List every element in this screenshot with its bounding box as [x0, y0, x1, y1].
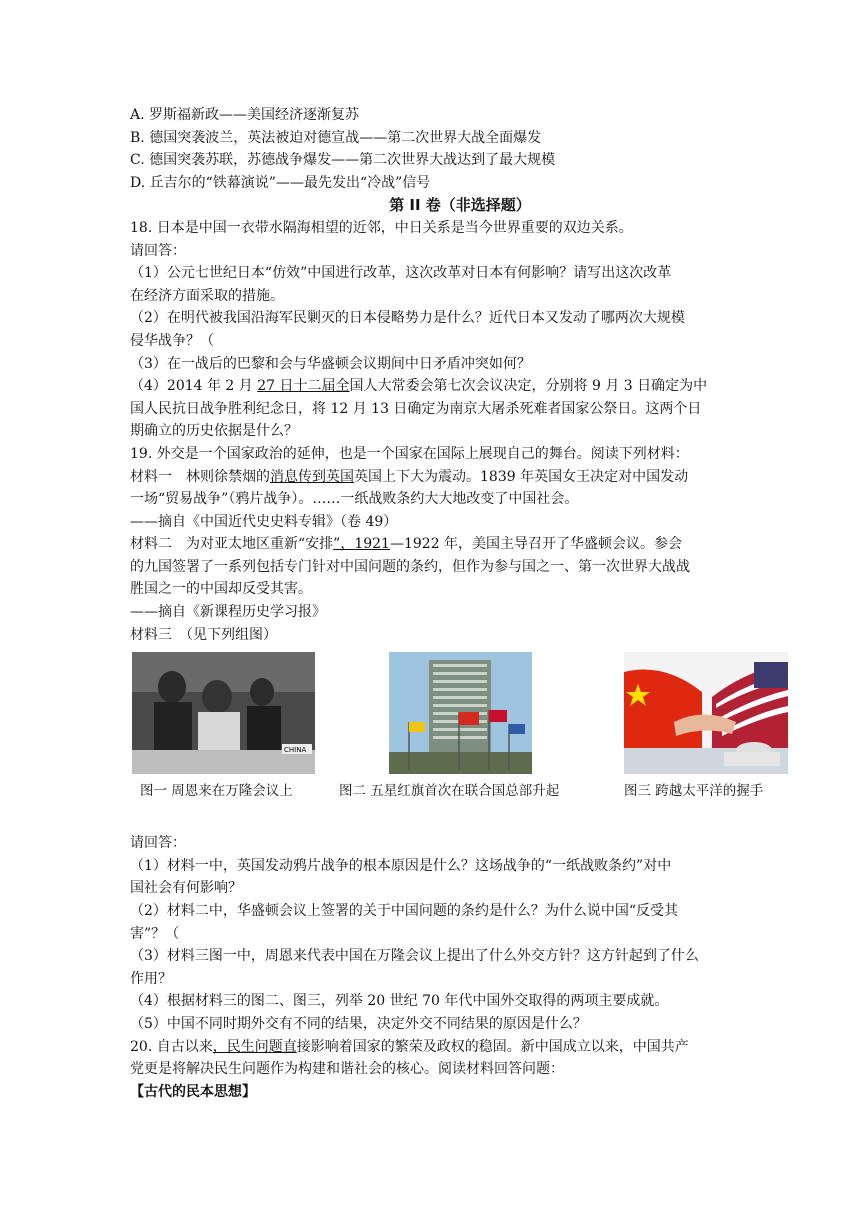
- text-span: 接影响着国家的繁荣及政权的稳固。新中国成立以来，中国共产: [296, 1038, 689, 1055]
- underlined-text: ”，1921: [333, 536, 390, 553]
- q18-prompt: 请回答：: [130, 242, 186, 259]
- q18-part2-a: （2）在明代被我国沿海军民剿灭的日本侵略势力是什么？近代日本又发动了哪两次大规模: [130, 310, 685, 327]
- q20-stem-b: 党更是将解决民生问题作为构建和谐社会的核心。阅读材料回答问题：: [130, 1061, 564, 1078]
- text-span: —1922 年，美国主导召开了华盛顿会议。参会: [389, 536, 683, 553]
- text-span: 材料一 林则徐禁烟的: [130, 468, 270, 485]
- figure2-caption: 图二 五星红旗首次在联合国总部升起: [339, 783, 560, 800]
- china-sign-text: CHINA: [284, 746, 307, 755]
- q19-material2-b: 的九国签署了一系列包括专门针对中国问题的条约，但作为参与国之一、第一次世界大战战: [130, 558, 690, 575]
- text-span: 材料二 为对亚太地区重新“安排: [130, 536, 334, 553]
- q18-part2-b: 侵华战争？（: [130, 332, 214, 349]
- q19-material1-a: [130, 466, 790, 489]
- q19-part3-b: 作用？: [130, 970, 172, 987]
- q19-prompt: 请回答：: [130, 835, 186, 852]
- q19-material1-b: 一场“贸易战争”（鸦片战争）。……一纸战败条约大大地改变了中国社会。: [130, 491, 579, 508]
- option-c: C. 德国突袭苏联，苏德战争爆发——第二次世界大战达到了最大规模: [130, 152, 556, 169]
- underlined-text: 消息传到英国: [270, 468, 354, 485]
- text-span: 国人大常委会第七次会议决定，分别将 9 月 3 日确定为中: [349, 378, 708, 395]
- q18-stem: 18. 日本是中国一衣带水隔海相望的近邻，中日关系是当今世界重要的双边关系。: [130, 219, 633, 236]
- q19-part1-a: （1）材料一中，英国发动鸦片战争的根本原因是什么？这场战争的“一纸战败条约”对中: [130, 857, 672, 874]
- q19-part1-b: 国社会有何影响？: [130, 880, 242, 897]
- conference-photo-image: [132, 652, 315, 774]
- section-title: 第 II 卷（非选择题）: [389, 196, 531, 215]
- q19-material2-a: [130, 533, 790, 556]
- q19-material2-c: 胜国之一的中国却反受其害。: [130, 581, 312, 598]
- option-b: B. 德国突袭波兰，英法被迫对德宣战——第二次世界大战全面爆发: [130, 129, 542, 146]
- material3-figures: [130, 652, 790, 810]
- q20-stem-a: [130, 1036, 790, 1059]
- q19-part5: （5）中国不同时期外交有不同的结果，决定外交不同结果的原因是什么？: [130, 1016, 587, 1032]
- un-headquarters-image: [389, 652, 532, 774]
- q18-part1-a: （1）公元七世纪日本“仿效”中国进行改革，这次改革对日本有何影响？请写出这次改革: [130, 265, 672, 282]
- option-a: A. 罗斯福新政——美国经济逐渐复苏: [130, 107, 360, 123]
- option-d: D. 丘吉尔的“铁幕演说”——最先发出“冷战”信号: [130, 174, 431, 191]
- q20-heading: 【古代的民本思想】: [130, 1083, 256, 1100]
- q18-part3: （3）在一战后的巴黎和会与华盛顿会议期间中日矛盾冲突如何？: [130, 355, 531, 372]
- underlined-text: 27 日十二届全: [257, 378, 350, 395]
- text-span: 英国上下大为震动。1839 年英国女王决定对中国发动: [354, 468, 689, 485]
- text-span: 20. 自古以来: [130, 1038, 213, 1055]
- text-span: （4）2014 年 2 月: [130, 378, 258, 395]
- figure2-photo: [389, 652, 532, 774]
- q18-part4-c: 期确立的历史依据是什么？: [130, 423, 298, 440]
- q18-part4-a: [130, 375, 790, 398]
- underlined-text: ，民生问题直: [212, 1038, 297, 1055]
- q19-stem: 19. 外交是一个国家政治的延伸，也是一个国家在国际上展现自己的舞台。阅读下列材料：: [130, 445, 689, 462]
- exam-page: [130, 104, 790, 1103]
- q19-part3-a: （3）材料三图一中，周恩来代表中国在万隆会议上提出了什么外交方针？这方针起到了什么: [130, 948, 699, 965]
- figure3-photo: [624, 652, 788, 774]
- q19-material1-source: ——摘自《中国近代史史料专辑》（卷 49）: [130, 513, 398, 530]
- figure1-caption: 图一 周恩来在万隆会议上: [140, 783, 293, 800]
- figure1-photo: [132, 652, 315, 774]
- q19-material3: 材料三 （见下列组图）: [130, 626, 277, 643]
- handshake-image: [624, 652, 788, 774]
- q19-part4: （4）根据材料三的图二、图三，列举 20 世纪 70 年代中国外交取得的两项主要成就。: [130, 993, 669, 1010]
- q18-part4-b: 国人民抗日战争胜利纪念日，将 12 月 13 日确定为南京大屠杀死难者国家公祭日。这两个日: [130, 400, 702, 417]
- q19-part2-b: 害”？（: [130, 925, 180, 942]
- figure3-caption: 图三 跨越太平洋的握手: [624, 783, 764, 800]
- q19-material2-source: ——摘自《新课程历史学习报》: [130, 604, 326, 621]
- q19-part2-a: （2）材料二中，华盛顿会议上签署的关于中国问题的条约是什么？为什么说中国“反受其: [130, 903, 679, 920]
- q18-part1-b: 在经济方面采取的措施。: [130, 287, 284, 304]
